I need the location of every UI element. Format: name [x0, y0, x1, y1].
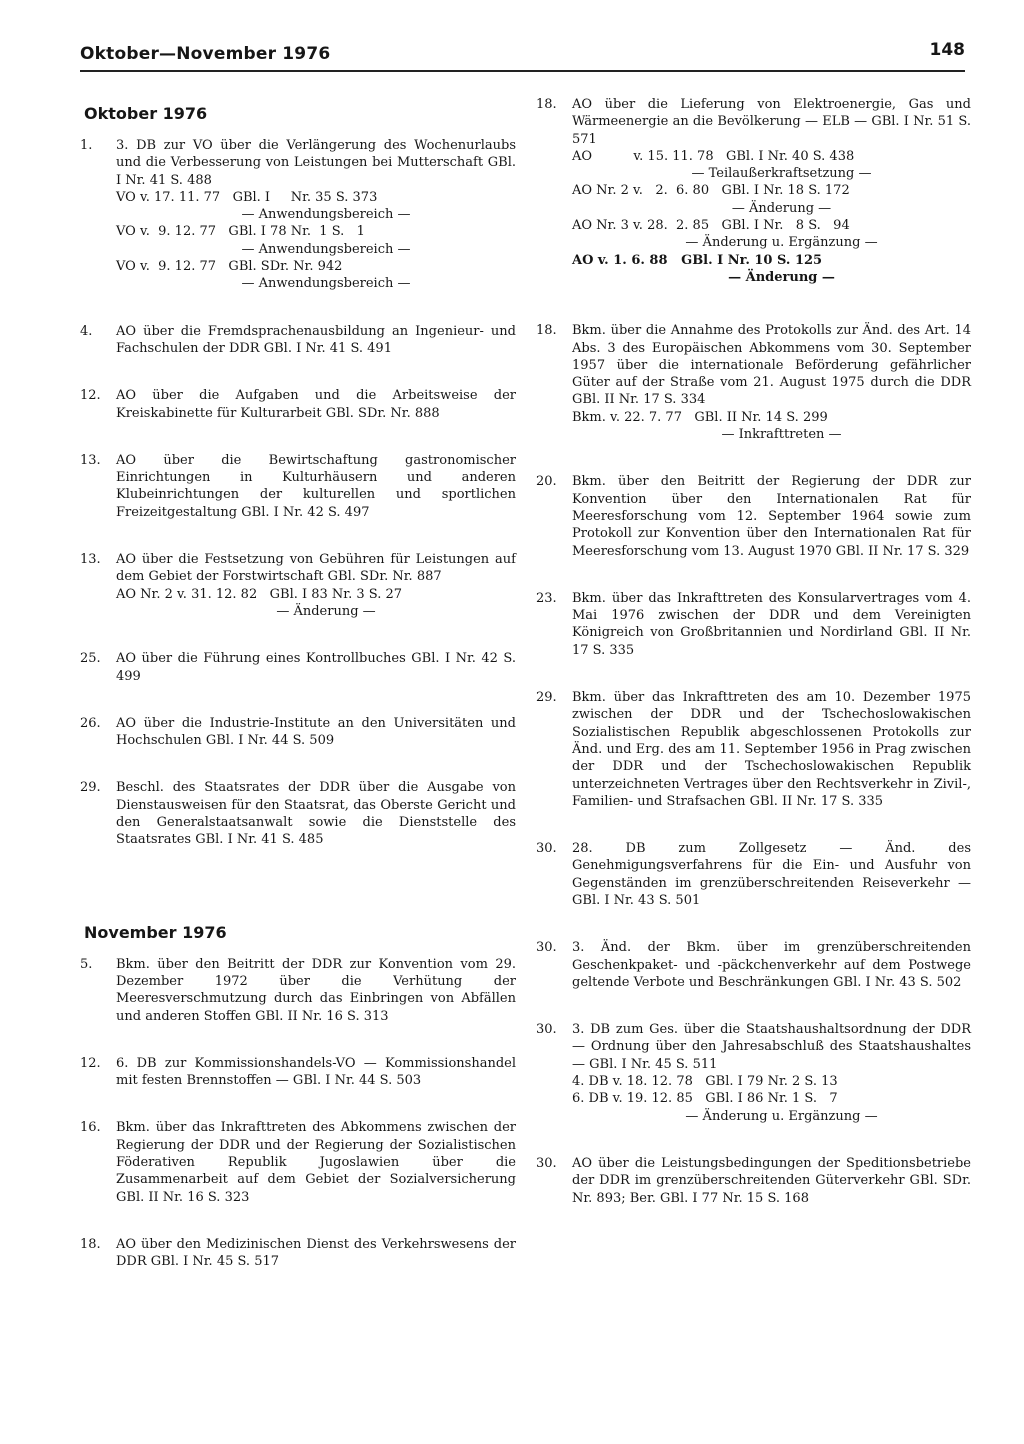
entry-note: — Teilaußerkraftsetzung — [691, 166, 872, 182]
entry-day: 26. [80, 715, 101, 731]
entry-text: AO über die Festsetzung von Gebühren für Leistungen auf dem Gebiet der Forstwirtschaft GBl. SDr. Nr. 887 [116, 552, 516, 585]
entry [80, 452, 516, 521]
entry-day: 20. [536, 474, 557, 490]
entry-reference: VO v. 9. 12. 77 GBl. SDr. Nr. 942 [116, 259, 343, 275]
entry-reference: VO v. 9. 12. 77 GBl. I 78 Nr. 1 S. 1 [116, 224, 365, 240]
entry-day: 13. [80, 452, 101, 468]
entry-note: — Änderung — [276, 603, 376, 619]
entry [536, 689, 971, 810]
entry-text: Bkm. über das Inkrafttreten des Abkommens zwischen der Regierung der DDR und der Regierung der Sozialistischen Föderativen Republik Jugoslawien über die Zusammenarbeit auf dem Gebiet der Sozialversicherung GBl. II Nr. 16 S. 323 [116, 1120, 516, 1205]
entry-text: Bkm. über den Beitritt der Regierung der DDR zur Konvention über den Internationalen Rat für Meeresforschung vom 12. September 1964 sowie zum Protokoll zur Konvention über den Internationalen Rat für Meeresforschung vom 13. August 1970 GBl. II Nr. 17 S. 329 [572, 474, 971, 559]
entry-text: AO über die Industrie-Institute an den Universitäten und Hochschulen GBl. I Nr. 44 S. 509 [116, 715, 516, 749]
entry-reference: 4. DB v. 18. 12. 78 GBl. I 79 Nr. 2 S. 13 [572, 1074, 838, 1090]
page-number: 148 [929, 40, 965, 60]
entry-text: 3. Änd. der Bkm. über im grenzüberschreitenden Geschenkpaket- und -päckchenverkehr auf dem Postwege geltende Verbote und Beschränkungen GBl. I Nr. 43 S. 502 [572, 940, 971, 990]
entry-text: AO über die Aufgaben und die Arbeitsweise der Kreiskabinette für Kulturarbeit GBl. SDr. Nr. 888 [116, 388, 516, 421]
entry-day: 23. [536, 590, 557, 606]
entry-day: 1. [80, 138, 93, 153]
entry-reference: AO Nr. 2 v. 2. 6. 80 GBl. I Nr. 18 S. 172 [572, 183, 850, 199]
header-title: Oktober—November 1976 [80, 44, 331, 64]
entry [536, 939, 971, 991]
entry-note: — Änderung u. Ergänzung — [685, 1108, 878, 1124]
entry-day: 5. [80, 956, 93, 972]
section-heading-november: November 1976 [84, 922, 227, 942]
entry-reference: Bkm. v. 22. 7. 77 GBl. II Nr. 14 S. 299 [572, 409, 828, 425]
entry-day: 4. [80, 323, 93, 339]
entry-text: 28. DB zum Zollgesetz — Änd. des Genehmigungsverfahrens für die Ein- und Ausfuhr von Gegenständen im grenzüberschreitenden Reiseverkehr — GBl. I Nr. 43 S. 501 [572, 841, 971, 908]
entry-text: Bkm. über das Inkrafttreten des Konsularvertrages vom 4. Mai 1976 zwischen der DDR und dem Vereinigten Königreich von Großbritannien und Nordirland GBl. II Nr. 17 S. 335 [572, 590, 971, 658]
entry-day: 18. [536, 97, 557, 112]
entry [80, 323, 516, 358]
entry [80, 1119, 516, 1205]
entry-note: — Inkrafttreten — [721, 427, 842, 443]
entry-note: — Änderung — [728, 269, 835, 285]
entry [536, 473, 971, 559]
left-column [80, 96, 516, 1300]
entry [536, 840, 971, 909]
entry-text: Bkm. über das Inkrafttreten des am 10. Dezember 1975 zwischen der DDR und der Tschechoslowakischen Sozialistischen Republik abgeschlossenen Protokolls zur Änd. und Erg. des am 11. September 1956 in Prag zwischen der DDR und der Tschechoslowakischen Republik unterzeichneten Vertrages über den Rechtsverkehr in Zivil-, Familien- und Strafsachen GBl. II Nr. 17 S. 335 [572, 690, 971, 809]
entry-reference: AO v. 15. 11. 78 GBl. I Nr. 40 S. 438 [572, 148, 855, 164]
entry-note: — Änderung u. Ergänzung — [685, 235, 878, 251]
entry-text: Beschl. des Staatsrates der DDR über die Ausgabe von Dienstausweisen für den Staatsrat, das Oberste Gericht und den Generalstaatsanwalt sowie die Dienststelle des Staatsrates GBl. I Nr. 41 S. 485 [116, 780, 516, 848]
entry-day: 29. [80, 780, 101, 796]
entry-day: 18. [536, 323, 557, 339]
entry-text: AO über die Bewirtschaftung gastronomischer Einrichtungen in Kulturhäusern und anderen Klubeinrichtungen der kulturellen und sportlichen Freizeitgestaltung GBl. I Nr. 42 S. 497 [116, 452, 516, 520]
entry [536, 322, 971, 443]
page-header [80, 40, 965, 72]
entry [80, 551, 516, 620]
right-column [536, 96, 971, 1237]
entry-reference: AO Nr. 3 v. 28. 2. 85 GBl. I Nr. 8 S. 94 [572, 218, 850, 234]
section-heading-oktober: Oktober 1976 [84, 104, 208, 123]
entry-day: 12. [80, 1055, 101, 1071]
entry [536, 96, 971, 286]
entry-text: Bkm. über die Annahme des Protokolls zur Änd. des Art. 14 Abs. 3 des Europäischen Abkommens vom 30. September 1957 über die internationale Beförderung gefährlicher Güter auf der Straße vom 21. August 1975 durch die DDR GBl. II Nr. 17 S. 334 [572, 323, 971, 408]
entry [80, 1055, 516, 1090]
entry-note: — Anwendungsbereich — [241, 241, 411, 257]
entry-text: 3. DB zur VO über die Verlängerung des Wochenurlaubs und die Verbesserung von Leistungen bei Mutterschaft GBl. I Nr. 41 S. 488 [116, 138, 516, 188]
entry-day: 30. [536, 1155, 557, 1171]
entry-text: AO über die Lieferung von Elektroenergie, Gas und Wärmeenergie an die Bevölkerung — ELB — GBl. I Nr. 51 S. 571 [572, 97, 971, 147]
entry [80, 387, 516, 422]
entry-note: — Anwendungsbereich — [241, 276, 411, 292]
entry-reference: AO Nr. 2 v. 31. 12. 82 GBl. I 83 Nr. 3 S. 27 [116, 586, 403, 602]
entry-text: AO über die Leistungsbedingungen der Speditionsbetriebe der DDR im grenzüberschreitenden Güterverkehr GBl. SDr. Nr. 893; Ber. GBl. I 77 Nr. 15 S. 168 [572, 1155, 971, 1206]
entry-day: 13. [80, 552, 101, 568]
entry [80, 137, 516, 293]
entry-day: 30. [536, 1022, 557, 1038]
entry [80, 779, 516, 848]
entry-day: 25. [80, 651, 101, 667]
entry [80, 1236, 516, 1271]
entry-day: 12. [80, 388, 101, 404]
entry-day: 30. [536, 940, 557, 956]
entry-day: 18. [80, 1236, 101, 1252]
entry-day: 29. [536, 690, 557, 706]
entry-text: AO über die Führung eines Kontrollbuches GBl. I Nr. 42 S. 499 [116, 651, 516, 684]
entry-text: 3. DB zum Ges. über die Staatshaushaltsordnung der DDR — Ordnung über den Jahresabschluß des Staatshaushaltes — GBl. I Nr. 45 S. 511 [572, 1022, 971, 1072]
entry [536, 1021, 971, 1125]
entry-reference: AO v. 1. 6. 88 GBl. I Nr. 10 S. 125 [572, 252, 823, 268]
entry-text: Bkm. über den Beitritt der DDR zur Konvention vom 29. Dezember 1972 über die Verhütung der Meeresverschmutzung durch das Einbringen von Abfällen und anderen Stoffen GBl. II Nr. 16 S. 313 [116, 956, 516, 1024]
entry [80, 715, 516, 750]
entry [80, 956, 516, 1025]
entry-note: — Änderung — [731, 200, 832, 216]
entry-reference: 6. DB v. 19. 12. 85 GBl. I 86 Nr. 1 S. 7 [572, 1091, 838, 1107]
entry-text: 6. DB zur Kommissionshandels-VO — Kommissionshandel mit festen Brennstoffen — GBl. I Nr. 44 S. 503 [116, 1055, 516, 1089]
entry [536, 1155, 971, 1207]
entry-day: 30. [536, 841, 557, 857]
entry-text: AO über den Medizinischen Dienst des Verkehrswesens der DDR GBl. I Nr. 45 S. 517 [116, 1236, 516, 1270]
entry [536, 590, 971, 659]
entry-note: — Anwendungsbereich — [241, 207, 411, 223]
entry-day: 16. [80, 1120, 101, 1136]
entry [80, 650, 516, 685]
entry-text: AO über die Fremdsprachenausbildung an Ingenieur- und Fachschulen der DDR GBl. I Nr. 41 S. 491 [116, 323, 516, 356]
entry-reference: VO v. 17. 11. 77 GBl. I Nr. 35 S. 373 [116, 189, 378, 205]
